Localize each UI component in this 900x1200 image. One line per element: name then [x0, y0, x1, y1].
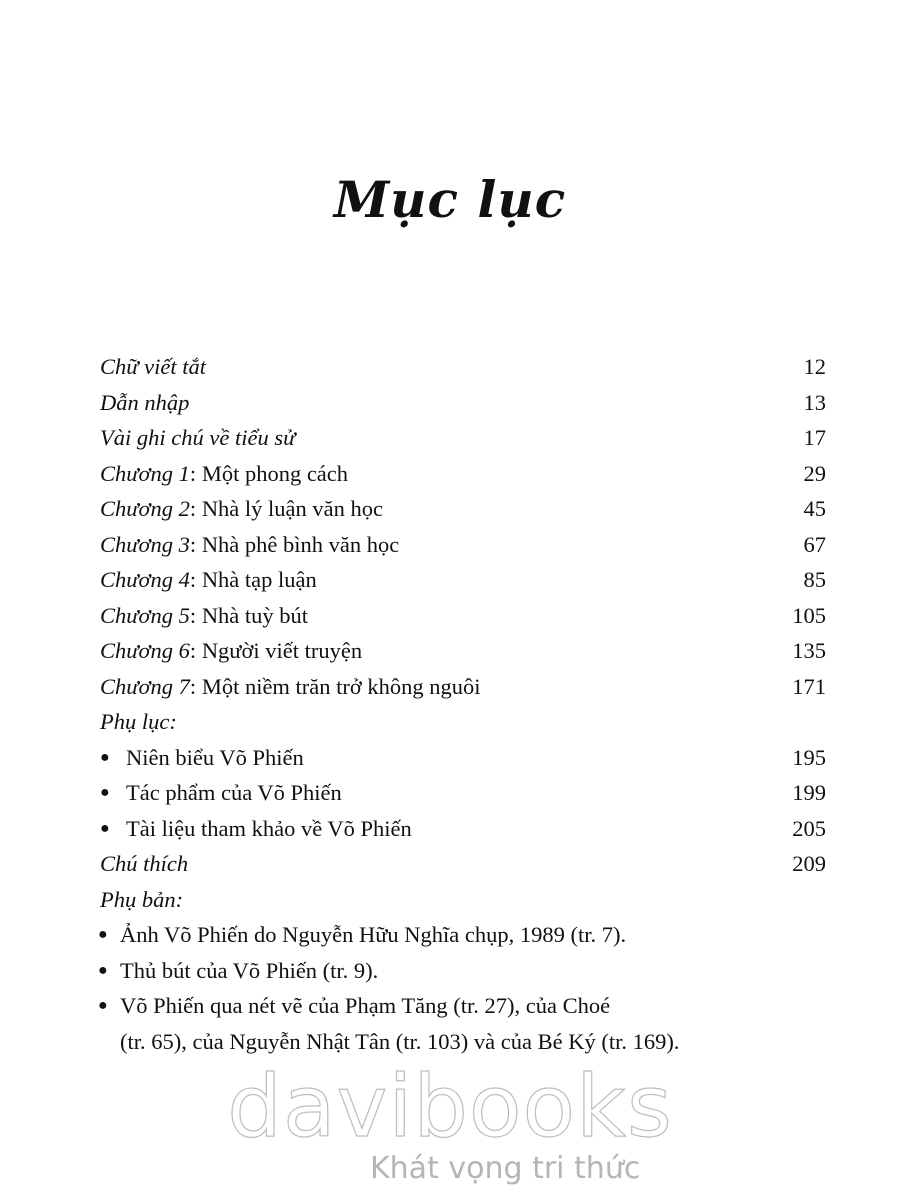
toc-entry-label [100, 598, 308, 634]
plate-item-continuation: (tr. 65), của Nguyễn Nhật Tân (tr. 103) và của Bé Ký (tr. 169). [120, 1028, 680, 1054]
toc-entry-biography-notes [100, 420, 826, 456]
toc-entry-page: 205 [792, 815, 826, 841]
appendix-item-references [100, 811, 826, 847]
chapter-title: Một niềm trăn trở không nguôi [196, 673, 481, 699]
plates-list [100, 917, 860, 1059]
plate-item-photo [100, 917, 860, 953]
table-of-contents [100, 349, 826, 917]
bullet-icon: ● [100, 748, 110, 766]
toc-entry-label [100, 775, 342, 811]
chapter-separator: : [189, 460, 197, 486]
toc-entry-page: 209 [792, 851, 826, 876]
watermark-tagline: Khát vọng tri thức [370, 1151, 641, 1186]
appendix-item-label: Tài liệu tham khảo về Võ Phiến [126, 815, 412, 841]
bullet-icon: ● [98, 926, 108, 943]
chapter-number: Chương 7 [100, 673, 190, 699]
plate-item-label: Ảnh Võ Phiến do Nguyễn Hữu Nghĩa chụp, 1989 (tr. 7). [120, 922, 627, 947]
chapter-separator: : [189, 638, 197, 663]
plate-item-portraits-continued [100, 1024, 860, 1060]
toc-entry-introduction [100, 385, 826, 421]
toc-entry-page: 67 [803, 531, 826, 557]
toc-entry-label [100, 740, 304, 776]
toc-entry-chapter-7 [100, 669, 826, 705]
chapter-title: Nhà tuỳ bút [196, 602, 309, 628]
appendix-heading [100, 704, 826, 740]
toc-entry-notes [100, 846, 826, 882]
toc-entry-page: 12 [803, 354, 826, 379]
toc-entry-chapter-2 [100, 491, 826, 527]
toc-entry-page: 85 [803, 567, 826, 592]
chapter-title: Một phong cách [196, 460, 349, 486]
plate-item-portraits [100, 988, 860, 1024]
appendix-item-label: Niên biểu Võ Phiến [126, 744, 304, 770]
appendix-item-works [100, 775, 826, 811]
chapter-separator: : [189, 567, 197, 592]
toc-entry-chapter-3 [100, 527, 826, 563]
toc-entry-label [100, 669, 481, 705]
chapter-title: Nhà lý luận văn học [196, 496, 384, 521]
chapter-separator: : [189, 602, 197, 628]
toc-entry-page: 199 [792, 780, 826, 805]
toc-entry-page: 45 [803, 496, 826, 521]
toc-entry-page: 17 [803, 425, 826, 450]
chapter-title: Nhà tạp luận [196, 567, 317, 592]
toc-entry-label [100, 456, 348, 492]
bullet-icon: ● [100, 784, 110, 801]
toc-entry-page: 135 [792, 638, 826, 663]
appendix-heading-label: Phụ lục: [100, 709, 177, 734]
chapter-separator: : [189, 673, 197, 699]
toc-entry-page: 195 [792, 744, 826, 770]
toc-entry-chapter-1 [100, 456, 826, 492]
toc-entry-label: Dẫn nhập [100, 389, 190, 415]
toc-entry-label [100, 562, 317, 598]
bullet-icon: ● [100, 819, 110, 837]
toc-entry-abbreviations [100, 349, 826, 385]
plate-item-handwriting [100, 953, 860, 989]
plates-heading-label: Phụ bản: [100, 886, 184, 912]
toc-entry-label [100, 811, 412, 847]
bullet-icon: ● [98, 997, 108, 1014]
chapter-number: Chương 5 [100, 602, 190, 628]
chapter-title: Nhà phê bình văn học [196, 531, 400, 557]
toc-entry-page: 29 [803, 460, 826, 486]
watermark-brand: davibooks [227, 1057, 673, 1157]
plate-item-label: Thủ bút của Võ Phiến (tr. 9). [120, 957, 379, 983]
chapter-separator: : [189, 496, 197, 521]
toc-entry-page: 105 [792, 602, 826, 628]
toc-entry-label: Chữ viết tắt [100, 354, 207, 379]
toc-entry-label [100, 527, 399, 563]
toc-entry-chapter-4 [100, 562, 826, 598]
page-title: Mục lục [333, 170, 567, 229]
chapter-number: Chương 3 [100, 531, 190, 557]
plates-heading [100, 882, 826, 918]
chapter-separator: : [189, 531, 197, 557]
bullet-icon: ● [98, 961, 108, 979]
toc-entry-chapter-5 [100, 598, 826, 634]
toc-entry-label: Chú thích [100, 851, 189, 876]
appendix-item-chronology [100, 740, 826, 776]
toc-entry-label: Vài ghi chú về tiểu sử [100, 425, 296, 450]
chapter-number: Chương 1 [100, 460, 190, 486]
chapter-number: Chương 6 [100, 638, 190, 663]
appendix-item-label: Tác phẩm của Võ Phiến [126, 780, 342, 805]
chapter-number: Chương 4 [100, 567, 190, 592]
toc-entry-chapter-6 [100, 633, 826, 669]
plate-item-label: Võ Phiến qua nét vẽ của Phạm Tăng (tr. 27), của Choé [120, 993, 611, 1018]
toc-entry-page: 171 [792, 673, 826, 699]
toc-entry-label [100, 491, 383, 527]
toc-entry-label [100, 633, 362, 669]
chapter-number: Chương 2 [100, 496, 190, 521]
chapter-title: Người viết truyện [196, 638, 363, 663]
toc-entry-page: 13 [803, 389, 826, 415]
